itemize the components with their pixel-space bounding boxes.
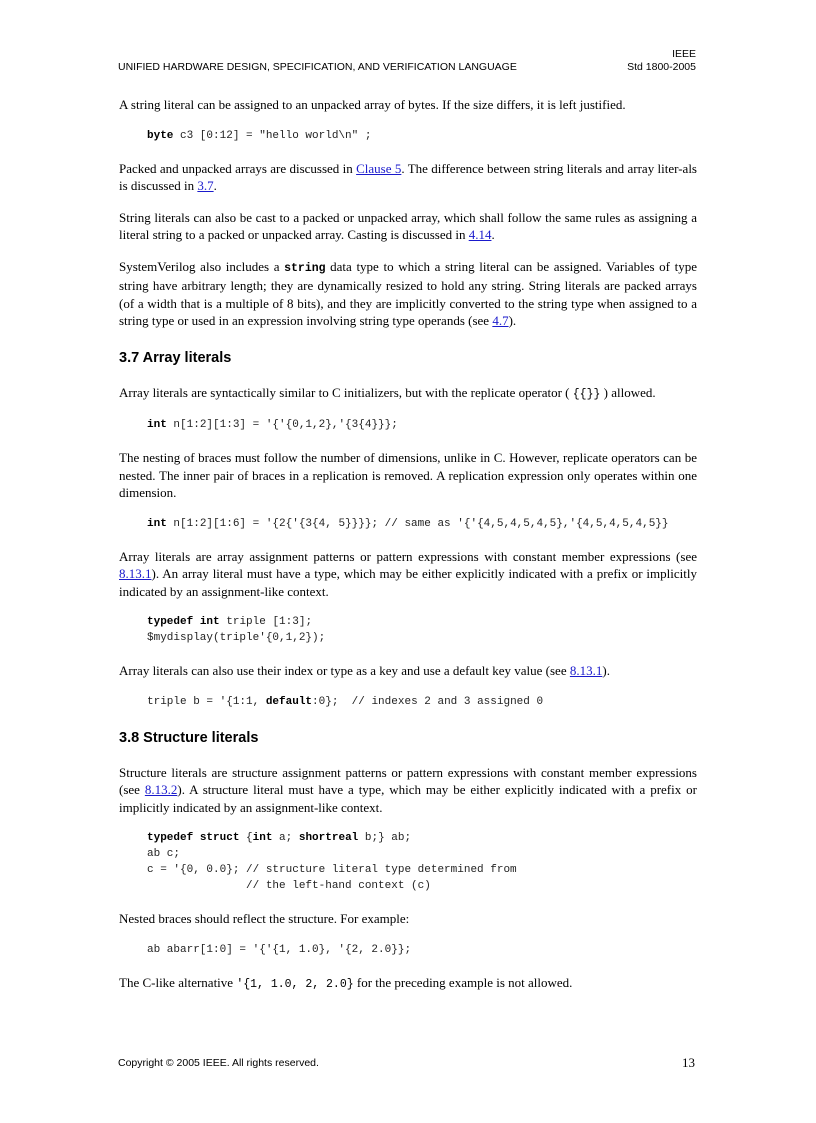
link-section-4-14[interactable]: 4.14: [468, 227, 492, 242]
section-heading-array-literals: 3.7 Array literals: [119, 349, 232, 366]
paragraph-brace-nesting: The nesting of braces must follow the number of dimensions, unlike in C. However, replicate operators can be nested. The inner pair of braces in a replication is removed. A replication expression only operates within one dimension.: [119, 450, 697, 500]
page-body: [119, 96, 697, 1007]
running-header-title: UNIFIED HARDWARE DESIGN, SPECIFICATION, AND VERIFICATION LANGUAGE: [118, 61, 517, 73]
footer-copyright: Copyright © 2005 IEEE. All rights reserved.: [118, 1057, 319, 1069]
link-section-3-7[interactable]: 3.7: [197, 178, 214, 193]
paragraph-index-key: Array literals can also use their index or type as a key and use a default key value (see 8.13.1).: [119, 663, 610, 678]
code-example-byte-c3: [147, 128, 697, 144]
link-section-8-13-1[interactable]: 8.13.1: [119, 566, 152, 581]
code-text: c3 [0:12] = "hello world\n" ;: [173, 129, 372, 142]
section-heading-structure-literals: 3.8 Structure literals: [119, 729, 259, 746]
header-std-number: Std 1800-2005: [627, 61, 696, 73]
code-keyword: byte: [147, 129, 174, 142]
link-section-8-13-2[interactable]: 8.13.2: [144, 782, 178, 797]
code-example-int-n-1-6: int n[1:2][1:6] = '{2{'{3{4, 5}}}}; // same as '{'{4,5,4,5,4,5},'{4,5,4,5,4,5}}: [147, 517, 669, 530]
paragraph-packed-unpacked: Packed and unpacked arrays are discussed in Clause 5. The difference between string literals and array liter-als is discussed in 3.7.: [119, 160, 697, 193]
code-example-typedef-struct: typedef struct {int a; shortreal b;} ab; ab c; c = '{0, 0.0}; // structure literal type determined from // the left-hand context (c): [147, 832, 517, 892]
code-example-abarr: ab abarr[1:0] = '{'{1, 1.0}, '{2, 2.0}};: [147, 943, 412, 956]
code-example-typedef-triple: typedef int triple [1:3]; $mydisplay(triple'{0,1,2});: [147, 616, 326, 644]
code-example-default-key: triple b = '{1:1, default:0}; // indexes 2 and 3 assigned 0: [147, 695, 544, 708]
link-clause-5[interactable]: Clause 5: [356, 160, 402, 176]
running-header-standard: [627, 48, 696, 74]
inline-keyword-string: string: [284, 261, 326, 275]
paragraph-structure-literals-intro: Structure literals are structure assignment patterns or pattern expressions with constant member expressions (see 8.13.2). A structure literal must have a type, which may be either explicitly indicated with a prefix or implicitly indicated by an assignment-like context.: [119, 764, 697, 815]
inline-code-c-like: '{1, 1.0, 2, 2.0}: [236, 977, 354, 991]
paragraph-c-like-alternative: The C-like alternative '{1, 1.0, 2, 2.0} for the preceding example is not allowed.: [119, 974, 573, 991]
link-section-8-13-1-b[interactable]: 8.13.1: [569, 663, 603, 678]
paragraph-array-assignment-patterns: Array literals are array assignment patterns or pattern expressions with constant member expressions (see 8.13.1). An array literal must have a type, which may be either explicitly indicated with a prefix or implicitly indicated by an assignment-like context.: [119, 548, 697, 599]
link-section-4-7[interactable]: 4.7: [492, 313, 509, 328]
inline-code-replicate: {{}}: [572, 387, 601, 401]
paragraph-string-type: SystemVerilog also includes a string data type to which a string literal can be assigned. Variables of type string have arbitrary length; they are dynamically resized to hold any string. String literals are packed arrays (of a width that is a multiple of 8 bits), and they are implicitly converted to the string type when assigned to a string type or used in an expression involving string type operands (see 4.7).: [119, 258, 697, 328]
header-org: IEEE: [672, 48, 696, 60]
paragraph-nested-braces: Nested braces should reflect the structure. For example:: [119, 911, 410, 926]
paragraph-string-literal-bytes: A string literal can be assigned to an unpacked array of bytes. If the size differs, it is left justified.: [119, 97, 626, 112]
code-example-int-n-1-3: int n[1:2][1:3] = '{'{0,1,2},'{3{4}}};: [147, 419, 398, 431]
paragraph-array-literals-intro: Array literals are syntactically similar to C initializers, but with the replicate operator ( {{}} ) allowed.: [119, 384, 656, 401]
paragraph-string-cast: String literals can also be cast to a packed or unpacked array, which shall follow the same rules as assigning a literal string to a packed or unpacked array. Casting is discussed in 4.14.: [119, 209, 697, 242]
page-number: 13: [682, 1055, 695, 1070]
